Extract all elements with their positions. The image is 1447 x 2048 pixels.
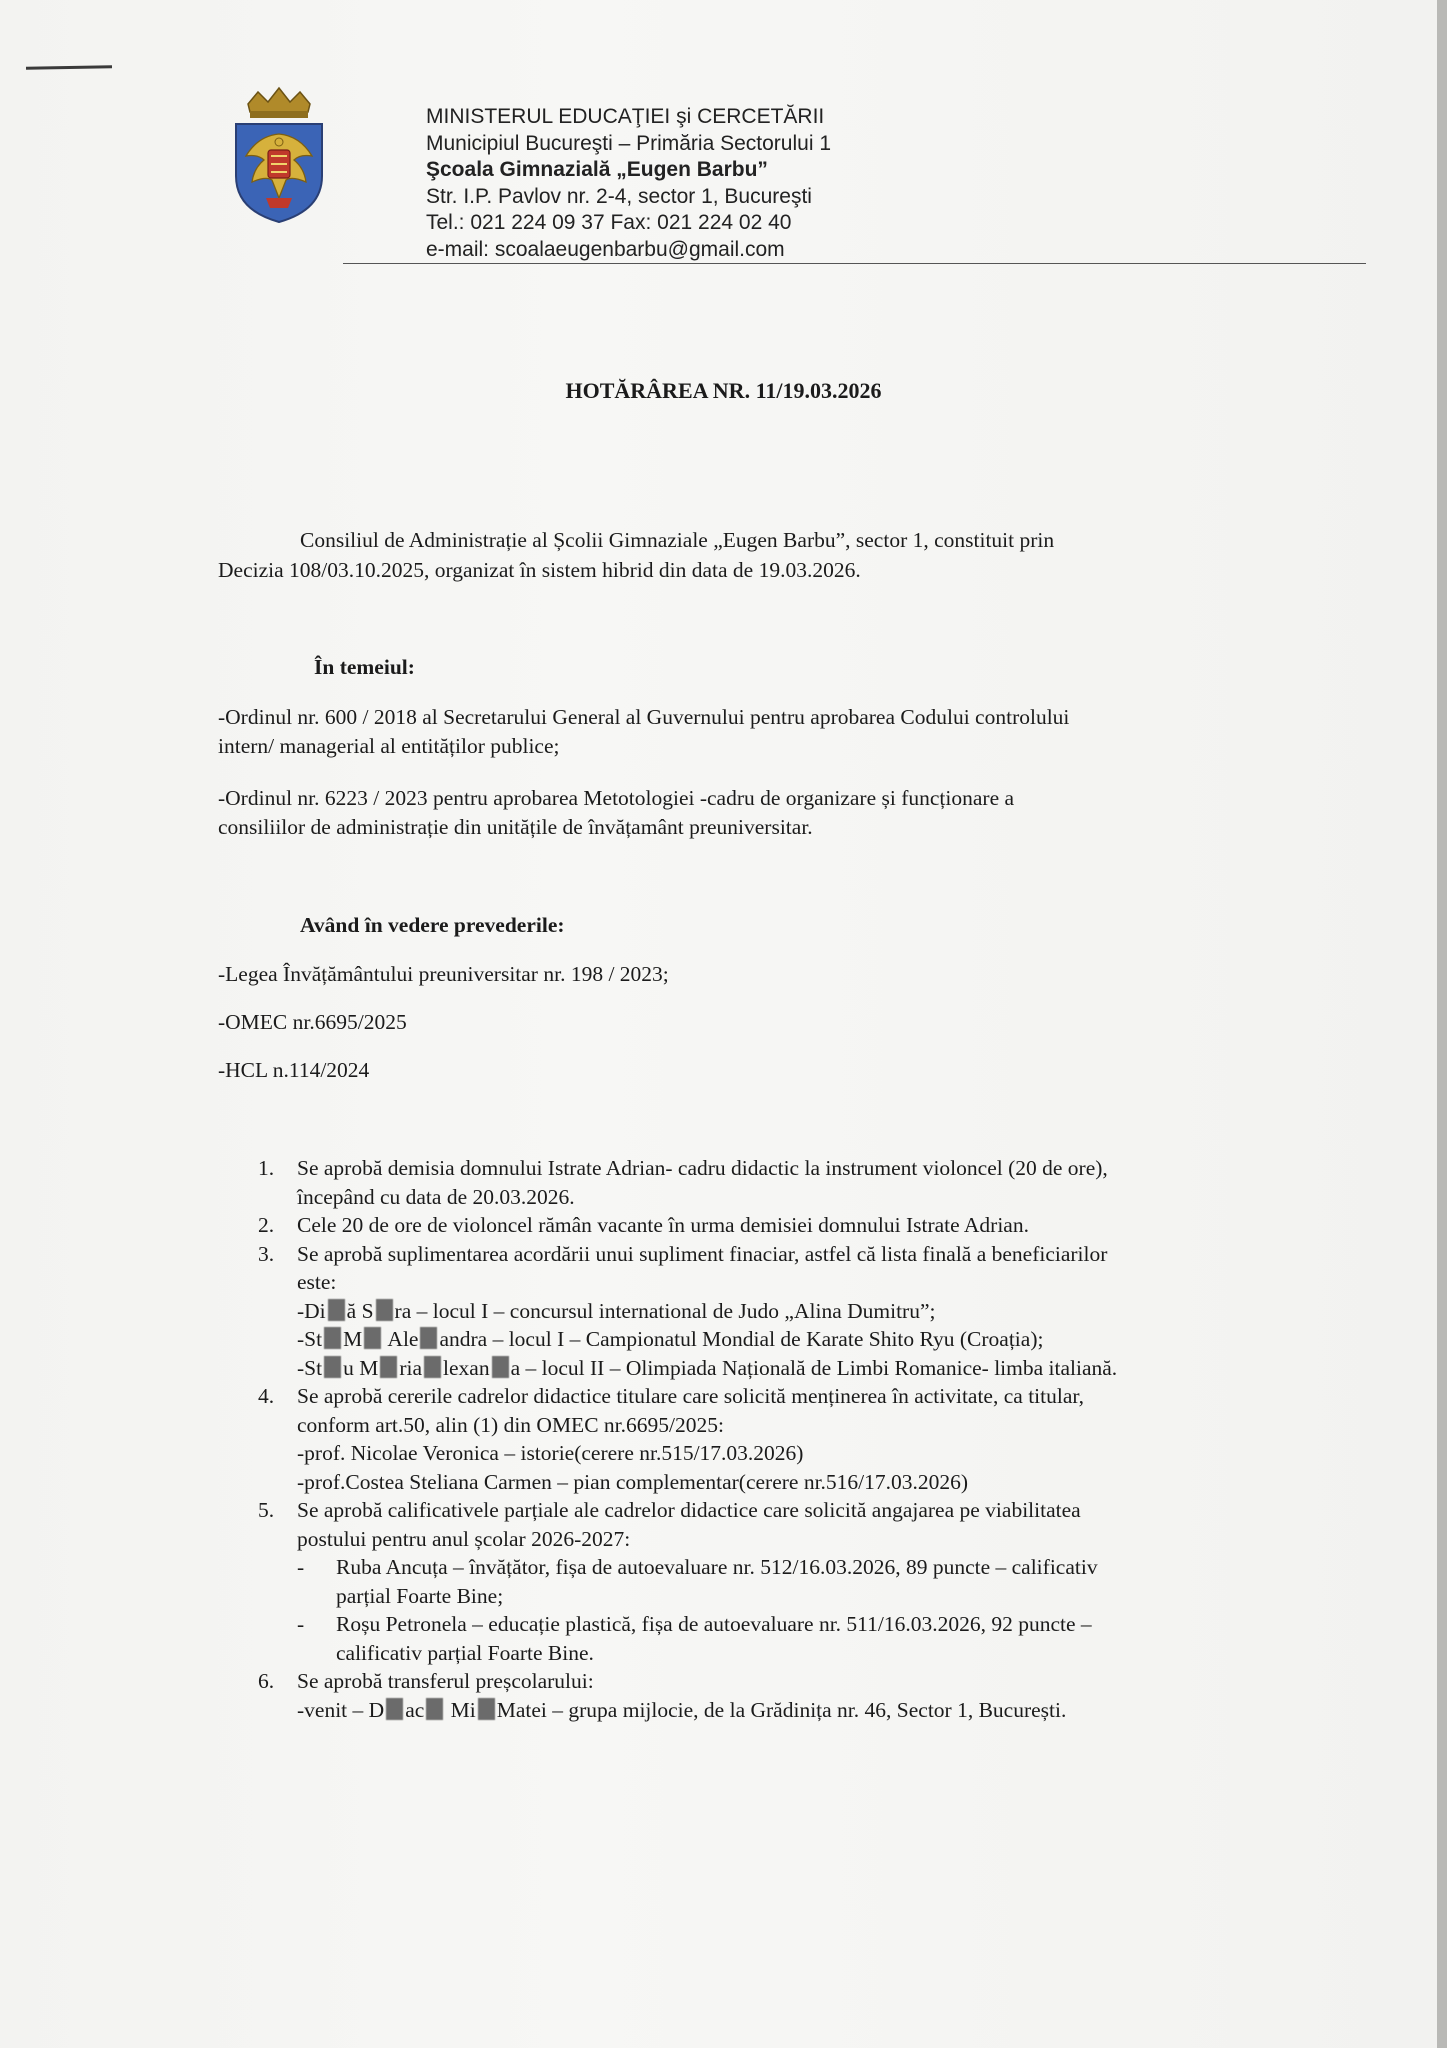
list-item: 4. Se aprobă cererile cadrelor didactice titulare care solicită menținerea în activitate, ca titular, conform art.50, alin (1) din OMEC nr.6695/2025: -prof. Nicolae Veronica – istorie(cerere nr.515/17.03.2026) -prof.Costea Steliana Carmen – pian complementar(cerere nr.516/17.03.2026) — [258, 1384, 1085, 1494]
page-shadow-edge — [1437, 0, 1447, 2048]
redaction-mark — [420, 1327, 437, 1349]
list-item: 6. Se aprobă transferul preșcolarului: -venit – D ac Mi Matei – grupa mijlocie, de la Grădinița nr. 46, Sector 1, București. — [258, 1667, 1117, 1724]
decision-list — [258, 1154, 1117, 1724]
intro-line-1: Consiliul de Administrație al Școlii Gimnaziale „Eugen Barbu”, sector 1, constituit prin — [300, 528, 1055, 552]
list-item: 5. Se aprobă calificativele parțiale ale cadrelor didactice care solicită angajarea pe viabilitatea postului pentru anul școlar 2026-2027: - Ruba Ancuța – învățător, fișa de autoevaluare nr. 512/16.03.2026, 89 puncte – calificativ parțial Foarte Bine; - Roșu Petronela – educație plastică, fișa de autoevaluare nr. 511/16.03.2026, 92 puncte – calificativ parțial Foarte Bine. — [258, 1496, 1117, 1667]
prevedere-3: -HCL n.114/2024 — [218, 1058, 370, 1082]
beneficiary-1: -Di ă S ra – locul I – concursul international de Judo „Alina Dumitru”; — [297, 1298, 936, 1323]
prevedere-2: -OMEC nr.6695/2025 — [218, 1010, 407, 1034]
redaction-mark — [364, 1327, 381, 1349]
redaction-mark — [324, 1356, 341, 1378]
redaction-mark — [380, 1356, 397, 1378]
beneficiary-3: -St u M ria lexan a – locul II – Olimpiada Națională de Limbi Romanice- limba italiană. — [297, 1355, 1118, 1380]
prevederi-heading: Având în vedere prevederile: — [300, 913, 565, 937]
redaction-mark — [386, 1698, 403, 1720]
temei-1-line-2: intern/ managerial al entităților publice; — [218, 734, 560, 758]
institution-header — [426, 104, 831, 264]
header-address: Str. I.P. Pavlov nr. 2-4, sector 1, Bucureşti — [426, 184, 812, 208]
list-item: 1. Se aprobă demisia domnului Istrate Adrian- cadru didactic la instrument violoncel (20 de ore), începând cu data de 20.03.2026. — [258, 1156, 1108, 1209]
header-school-name: Şcoala Gimnazială „Eugen Barbu” — [426, 158, 768, 182]
header-municipality: Municipiul Bucureşti – Primăria Sectorului 1 — [426, 131, 831, 155]
temei-1-line-1: -Ordinul nr. 600 / 2018 al Secretarului General al Guvernului pentru aprobarea Codului controlului — [218, 705, 1070, 729]
header-phone-fax: Tel.: 021 224 09 37 Fax: 021 224 02 40 — [426, 211, 792, 235]
beneficiary-2: -St M Ale andra – locul I – Campionatul Mondial de Karate Shito Ryu (Croația); — [297, 1327, 1044, 1351]
redaction-mark — [492, 1356, 509, 1378]
header-ministry: MINISTERUL EDUCAŢIEI şi CERCETĂRII — [426, 105, 825, 128]
list-item: 3. Se aprobă suplimentarea acordării unui supliment finaciar, astfel că lista finală a beneficiarilor este: -Di ă S ra – locul I – concursul international de Judo „Alina Dumitru”; -St M Ale andra – locul I – Campionatul Mondial de Karate Shito Ryu (Croația); -St u M ria lexan a – locul II – Olimpiada Națională de Limbi Romanice- limba italiană. — [258, 1240, 1117, 1383]
redaction-mark — [376, 1299, 393, 1321]
temei-2-line-2: consiliilor de administrație din unitățile de învățamânt preuniversitar. — [218, 815, 813, 839]
temei-2-line-1: -Ordinul nr. 6223 / 2023 pentru aprobarea Metotologiei -cadru de organizare și funcționare a — [218, 786, 1015, 810]
pen-mark — [26, 65, 112, 70]
header-email: e-mail: scoalaeugenbarbu@gmail.com — [426, 237, 785, 261]
evaluation-item: - Ruba Ancuța – învățător, fișa de autoevaluare nr. 512/16.03.2026, 89 puncte – calificativ parțial Foarte Bine; — [297, 1555, 1098, 1608]
transfer-line: -venit – D ac Mi Matei – grupa mijlocie, de la Grădinița nr. 46, Sector 1, București. — [297, 1697, 1067, 1722]
redaction-mark — [324, 1327, 341, 1349]
temei-heading: În temeiul: — [314, 655, 415, 679]
redaction-mark — [328, 1299, 345, 1321]
header-divider — [343, 263, 1366, 264]
redaction-mark — [426, 1698, 443, 1720]
redaction-mark — [478, 1698, 495, 1720]
redaction-mark — [424, 1356, 441, 1378]
evaluation-item: - Roșu Petronela – educație plastică, fișa de autoevaluare nr. 511/16.03.2026, 92 puncte – calificativ parțial Foarte Bine. — [297, 1612, 1092, 1665]
intro-line-2: Decizia 108/03.10.2025, organizat în sistem hibrid din data de 19.03.2026. — [218, 558, 861, 582]
bucharest-coat-of-arms-icon — [228, 84, 330, 226]
prevedere-1: -Legea Învățământului preuniversitar nr. 198 / 2023; — [218, 962, 669, 986]
list-item: 2. Cele 20 de ore de violoncel rămân vacante în urma demisiei domnului Istrate Adrian. — [258, 1213, 1029, 1237]
document-title: HOTĂRÂREA NR. 11/19.03.2026 — [565, 378, 882, 403]
